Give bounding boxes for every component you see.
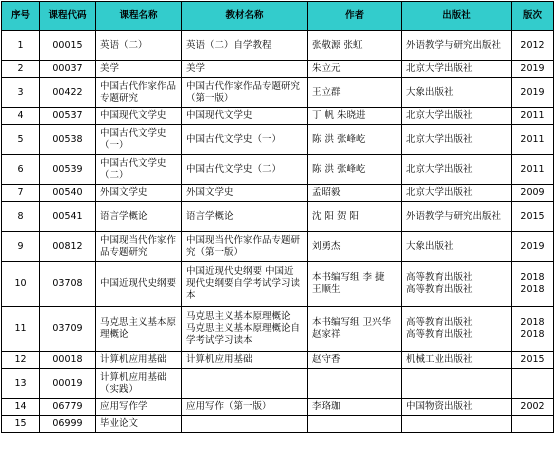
cell-no: 10 [2, 262, 40, 307]
cell-edition [512, 416, 554, 433]
cell-no: 9 [2, 232, 40, 262]
table-row [2, 61, 554, 78]
cell-publisher: 北京大学出版社 [402, 155, 512, 185]
cell-author: 刘勇杰 [308, 232, 402, 262]
cell-edition: 2011 [512, 125, 554, 155]
cell-code: 00540 [40, 185, 96, 202]
cell-edition [512, 369, 554, 399]
cell-textbook: 美学 [182, 61, 308, 78]
cell-textbook: 中国古代文学史（二） [182, 155, 308, 185]
cell-textbook: 中国现当代作家作品专题研究（第一版） [182, 232, 308, 262]
cell-course: 中国近现代史纲要 [96, 262, 182, 307]
cell-publisher: 大象出版社 [402, 78, 512, 108]
cell-textbook: 计算机应用基础 [182, 352, 308, 369]
cell-edition: 2019 [512, 232, 554, 262]
cell-code: 03709 [40, 307, 96, 352]
table-row [2, 78, 554, 108]
cell-author: 李珞珈 [308, 399, 402, 416]
cell-author: 赵守香 [308, 352, 402, 369]
cell-no: 6 [2, 155, 40, 185]
table-row [2, 399, 554, 416]
cell-publisher: 机械工业出版社 [402, 352, 512, 369]
cell-no: 8 [2, 202, 40, 232]
course-textbook-table [1, 1, 554, 433]
cell-code: 00812 [40, 232, 96, 262]
cell-author: 本书编写组 卫兴华 赵家祥 [308, 307, 402, 352]
cell-code: 00019 [40, 369, 96, 399]
cell-edition: 2015 [512, 352, 554, 369]
cell-publisher: 高等教育出版社 高等教育出版社 [402, 307, 512, 352]
cell-textbook: 语言学概论 [182, 202, 308, 232]
table-row [2, 232, 554, 262]
table-row [2, 262, 554, 307]
cell-edition: 2019 [512, 78, 554, 108]
cell-code: 00015 [40, 31, 96, 61]
cell-publisher: 外语教学与研究出版社 [402, 31, 512, 61]
cell-publisher: 高等教育出版社 高等教育出版社 [402, 262, 512, 307]
cell-edition: 2019 [512, 61, 554, 78]
cell-course: 中国古代文学史（一） [96, 125, 182, 155]
cell-course: 计算机应用基础（实践） [96, 369, 182, 399]
cell-no: 14 [2, 399, 40, 416]
cell-no: 5 [2, 125, 40, 155]
table-row [2, 416, 554, 433]
cell-publisher: 外语教学与研究出版社 [402, 202, 512, 232]
cell-textbook [182, 369, 308, 399]
cell-course: 毕业论文 [96, 416, 182, 433]
cell-publisher: 中国物资出版社 [402, 399, 512, 416]
header-course: 课程名称 [96, 2, 182, 31]
cell-publisher [402, 416, 512, 433]
cell-code: 06999 [40, 416, 96, 433]
cell-code: 00538 [40, 125, 96, 155]
cell-no: 11 [2, 307, 40, 352]
cell-course: 中国古代文学史（二） [96, 155, 182, 185]
cell-author [308, 369, 402, 399]
table-row [2, 125, 554, 155]
table-row [2, 185, 554, 202]
cell-publisher: 北京大学出版社 [402, 61, 512, 78]
cell-course: 中国古代作家作品专题研究 [96, 78, 182, 108]
table-row [2, 108, 554, 125]
cell-no: 3 [2, 78, 40, 108]
cell-publisher: 北京大学出版社 [402, 125, 512, 155]
cell-code: 00539 [40, 155, 96, 185]
cell-publisher: 北京大学出版社 [402, 108, 512, 125]
table-row [2, 307, 554, 352]
cell-code: 06779 [40, 399, 96, 416]
header-publisher: 出版社 [402, 2, 512, 31]
header-author: 作者 [308, 2, 402, 31]
cell-code: 00018 [40, 352, 96, 369]
cell-author: 丁 帆 朱晓进 [308, 108, 402, 125]
cell-author: 朱立元 [308, 61, 402, 78]
cell-edition: 2009 [512, 185, 554, 202]
cell-textbook: 中国古代文学史（一） [182, 125, 308, 155]
cell-author: 孟昭毅 [308, 185, 402, 202]
cell-publisher: 大象出版社 [402, 232, 512, 262]
table-row [2, 352, 554, 369]
cell-course: 英语（二） [96, 31, 182, 61]
cell-edition: 2015 [512, 202, 554, 232]
header-edition: 版次 [512, 2, 554, 31]
cell-course: 美学 [96, 61, 182, 78]
cell-textbook: 马克思主义基本原理概论 马克思主义基本原理概论自学考试学习读本 [182, 307, 308, 352]
cell-no: 13 [2, 369, 40, 399]
cell-no: 7 [2, 185, 40, 202]
cell-textbook: 中国古代作家作品专题研究（第一版） [182, 78, 308, 108]
cell-publisher [402, 369, 512, 399]
cell-code: 00422 [40, 78, 96, 108]
header-textbook: 教材名称 [182, 2, 308, 31]
cell-publisher: 北京大学出版社 [402, 185, 512, 202]
cell-author: 陈 洪 张峰屹 [308, 155, 402, 185]
cell-code: 00541 [40, 202, 96, 232]
cell-course: 计算机应用基础 [96, 352, 182, 369]
cell-no: 12 [2, 352, 40, 369]
cell-textbook: 中国近现代史纲要 中国近现代史纲要自学考试学习读本 [182, 262, 308, 307]
cell-author [308, 416, 402, 433]
cell-edition: 2011 [512, 155, 554, 185]
header-row [2, 2, 554, 31]
cell-course: 中国现当代作家作品专题研究 [96, 232, 182, 262]
cell-no: 1 [2, 31, 40, 61]
cell-author: 王立群 [308, 78, 402, 108]
table-row [2, 31, 554, 61]
cell-edition: 2018 2018 [512, 307, 554, 352]
cell-textbook: 中国现代文学史 [182, 108, 308, 125]
cell-course: 语言学概论 [96, 202, 182, 232]
cell-textbook: 外国文学史 [182, 185, 308, 202]
cell-edition: 2012 [512, 31, 554, 61]
header-no: 序号 [2, 2, 40, 31]
cell-textbook [182, 416, 308, 433]
cell-edition: 2002 [512, 399, 554, 416]
header-code: 课程代码 [40, 2, 96, 31]
cell-no: 15 [2, 416, 40, 433]
table-row [2, 202, 554, 232]
table-row [2, 155, 554, 185]
cell-textbook: 英语（二）自学教程 [182, 31, 308, 61]
cell-code: 00537 [40, 108, 96, 125]
cell-course: 外国文学史 [96, 185, 182, 202]
cell-edition: 2011 [512, 108, 554, 125]
cell-author: 陈 洪 张峰屹 [308, 125, 402, 155]
cell-textbook: 应用写作（第一版） [182, 399, 308, 416]
cell-author: 沈 阳 贺 阳 [308, 202, 402, 232]
cell-code: 00037 [40, 61, 96, 78]
cell-course: 应用写作学 [96, 399, 182, 416]
cell-course: 马克思主义基本原理概论 [96, 307, 182, 352]
table-body [2, 31, 554, 433]
cell-course: 中国现代文学史 [96, 108, 182, 125]
cell-no: 4 [2, 108, 40, 125]
cell-no: 2 [2, 61, 40, 78]
cell-code: 03708 [40, 262, 96, 307]
table-row [2, 369, 554, 399]
cell-author: 张敬源 张虹 [308, 31, 402, 61]
cell-edition: 2018 2018 [512, 262, 554, 307]
cell-author: 本书编写组 李 捷 王顺生 [308, 262, 402, 307]
